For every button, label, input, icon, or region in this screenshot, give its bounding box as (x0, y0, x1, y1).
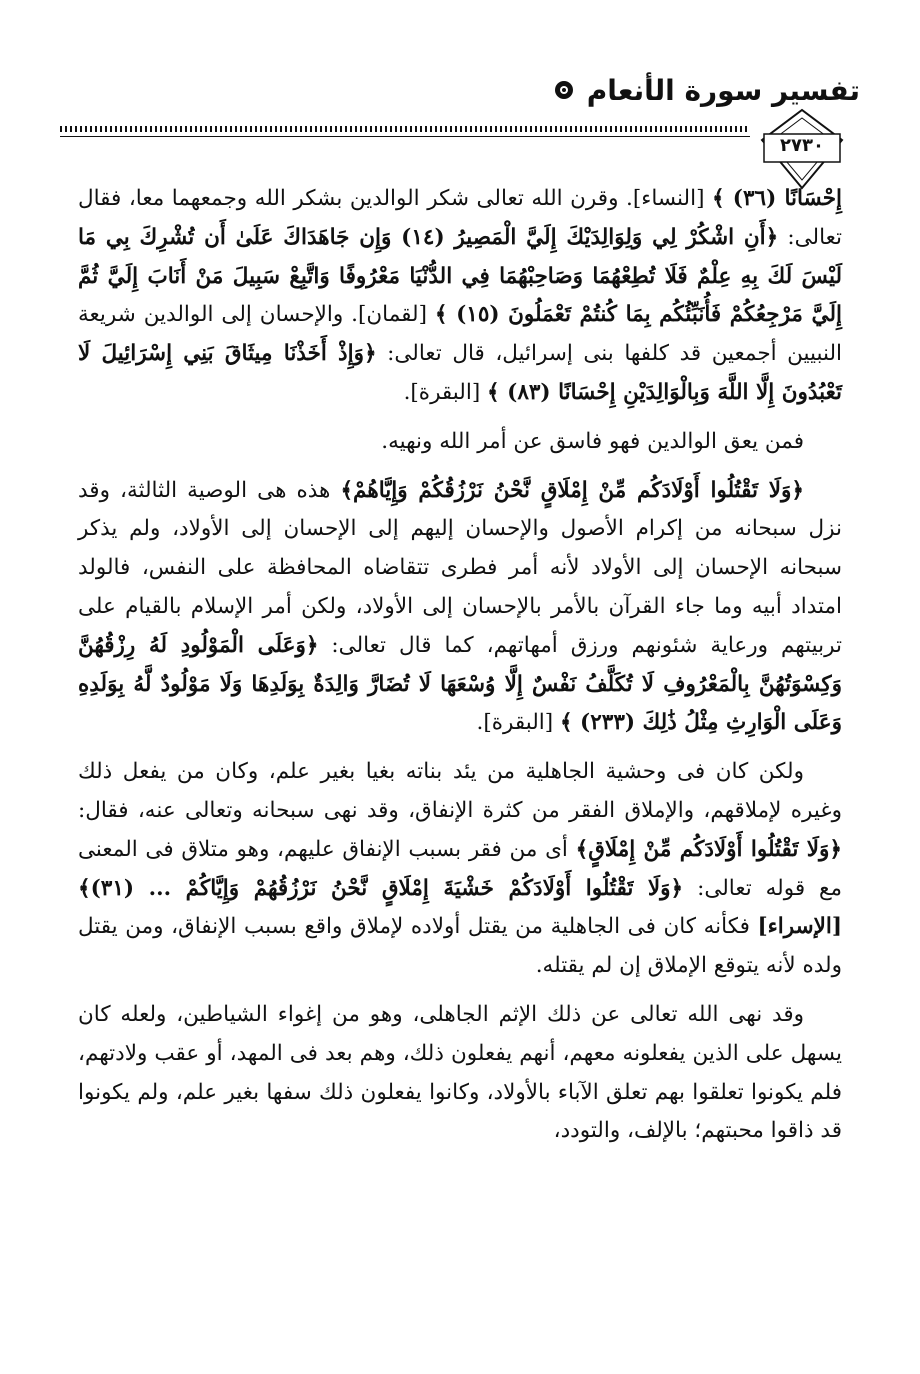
header-dotted-rule (60, 126, 750, 132)
paragraph (78, 423, 842, 462)
paragraph (78, 753, 842, 986)
page-header (60, 60, 860, 180)
text-segment: فمن يعق الوالدين فهو فاسق عن أمر الله ونهيه. (381, 428, 804, 454)
header-rule-line (60, 136, 750, 137)
quran-quote: ﴿أَنِ اشْكُرْ لِي وَلِوَالِدَيْكَ إِلَيَّ الْمَصِيرُ (١٤) وَإِن جَاهَدَاكَ عَلَىٰ أَن تُشْرِكَ بِي مَا لَيْسَ لَكَ بِهِ عِلْمٌ فَلَا تُطِعْهُمَا وَصَاحِبْهُمَا فِي الدُّنْيَا مَعْرُوفًا وَاتَّبِعْ سَبِيلَ مَنْ أَنَابَ إِلَيَّ ثُمَّ إِلَيَّ مَرْجِعُكُمْ فَأُنَبِّئُكُم بِمَا كُنتُمْ تَعْمَلُونَ (١٥) ﴾ (78, 224, 842, 328)
body-text (78, 180, 842, 1151)
quran-quote: ﴿وَعَلَى الْمَوْلُودِ لَهُ رِزْقُهُنَّ وَكِسْوَتُهُنَّ بِالْمَعْرُوفِ لَا تُكَلَّفُ نَفْسٌ إِلَّا وُسْعَهَا لَا تُضَارَّ وَالِدَةٌ بِوَلَدِهَا وَلَا مَوْلُودٌ لَّهُ بِوَلَدِهِ وَعَلَى الْوَارِثِ مِثْلُ ذَٰلِكَ (٢٣٣) ﴾ (78, 632, 842, 736)
quran-quote: ﴿وَلَا تَقْتُلُوا أَوْلَادَكُم مِّنْ إِمْلَاقٍ﴾ (575, 836, 842, 862)
text-segment: [البقرة]. (476, 710, 560, 736)
floral-ornament-icon (553, 79, 575, 101)
text-segment: هذه هى الوصية الثالثة، وقد نزل سبحانه من إكرام الأصول والإحسان إليهم إلى الإحسان إلى الأولاد، ولم يذكر سبحانه الإحسان إلى الأولاد لأنه أمر فطرى تتقاضاه المحافظة على النفس، فالولد امتداد أبيه وما جاء القرآن بالأمر بالإحسان إلى الأولاد، ولكن أمر الإسلام بالقيام على تربيتهم ورعاية شئونهم ورزق أمهاتهم، كما قال تعالى: (78, 477, 842, 658)
quran-quote: [الإسراء] (757, 914, 842, 940)
paragraph (78, 472, 842, 744)
text-segment: [البقرة]. (403, 379, 488, 405)
text-segment: [النساء]. وقرن الله تعالى شكر الوالدين بشكر الله وجمعهما معا، فقال تعالى: (78, 186, 842, 250)
quran-quote: ﴿وَلَا تَقْتُلُوا أَوْلَادَكُمْ خَشْيَةَ إِمْلَاقٍ نَّحْنُ نَرْزُقُهُمْ وَإِيَّاكُمْ ... (٣١)﴾ (78, 875, 684, 901)
page-number-badge (754, 102, 850, 192)
text-segment: وقد نهى الله تعالى عن ذلك الإثم الجاهلى، وهو من إغواء الشياطين، ولعله كان يسهل على الذين يفعلونه معهم، أنهم يفعلون ذلك، وهم بعد فى المهد، أو عقب ولادتهم، فلم يكونوا تعلقوا بهم تعلق الآباء بالأولاد، وكانوا يفعلون ذلك سفها بغير علم، ولم يكونوا قد ذاقوا محبتهم؛ بالإلف، والتودد، (78, 1001, 842, 1144)
paragraph (78, 996, 842, 1151)
page-number: ٢٧٣٠ (780, 135, 824, 156)
text-segment: ولكن كان فى وحشية الجاهلية من يئد بناته بغيا بغير علم، وكان من يفعل ذلك وغيره لإملاقهم، والإملاق الفقر من كثرة الإنفاق، وقد نهى سبحانه وتعالى عنه، فقال: (78, 759, 842, 823)
text-segment: [لقمان]. والإحسان إلى الوالدين شريعة النبيين أجمعين قد كلفها بنى إسرائيل، قال تعالى: (78, 302, 843, 367)
text-segment: أى من فقر بسبب الإنفاق عليهم، وهو متلاق فى المعنى مع قوله تعالى: (78, 836, 842, 901)
text-segment: فكأنه كان فى الجاهلية من يقتل أولاده لإملاق واقع بسبب الإنفاق، ومن يقتل ولده لأنه يتوقع الإملاق إن لم يقتله. (78, 914, 842, 979)
quran-quote: ﴿وَلَا تَقْتُلُوا أَوْلَادَكُم مِّنْ إِمْلَاقٍ نَّحْنُ نَرْزُقُكُمْ وَإِيَّاهُمْ﴾ (340, 477, 805, 503)
quran-quote: إِحْسَانًا (٣٦) ﴾ (712, 186, 842, 211)
quran-quote: ﴿وَإِذْ أَخَذْنَا مِيثَاقَ بَنِي إِسْرَائِيلَ لَا تَعْبُدُونَ إِلَّا اللَّهَ وَبِالْوَالِدَيْنِ إِحْسَانًا (٨٣) ﴾ (78, 341, 842, 405)
paragraph (78, 180, 842, 413)
running-title-text: تفسير سورة الأنعام (586, 73, 860, 107)
